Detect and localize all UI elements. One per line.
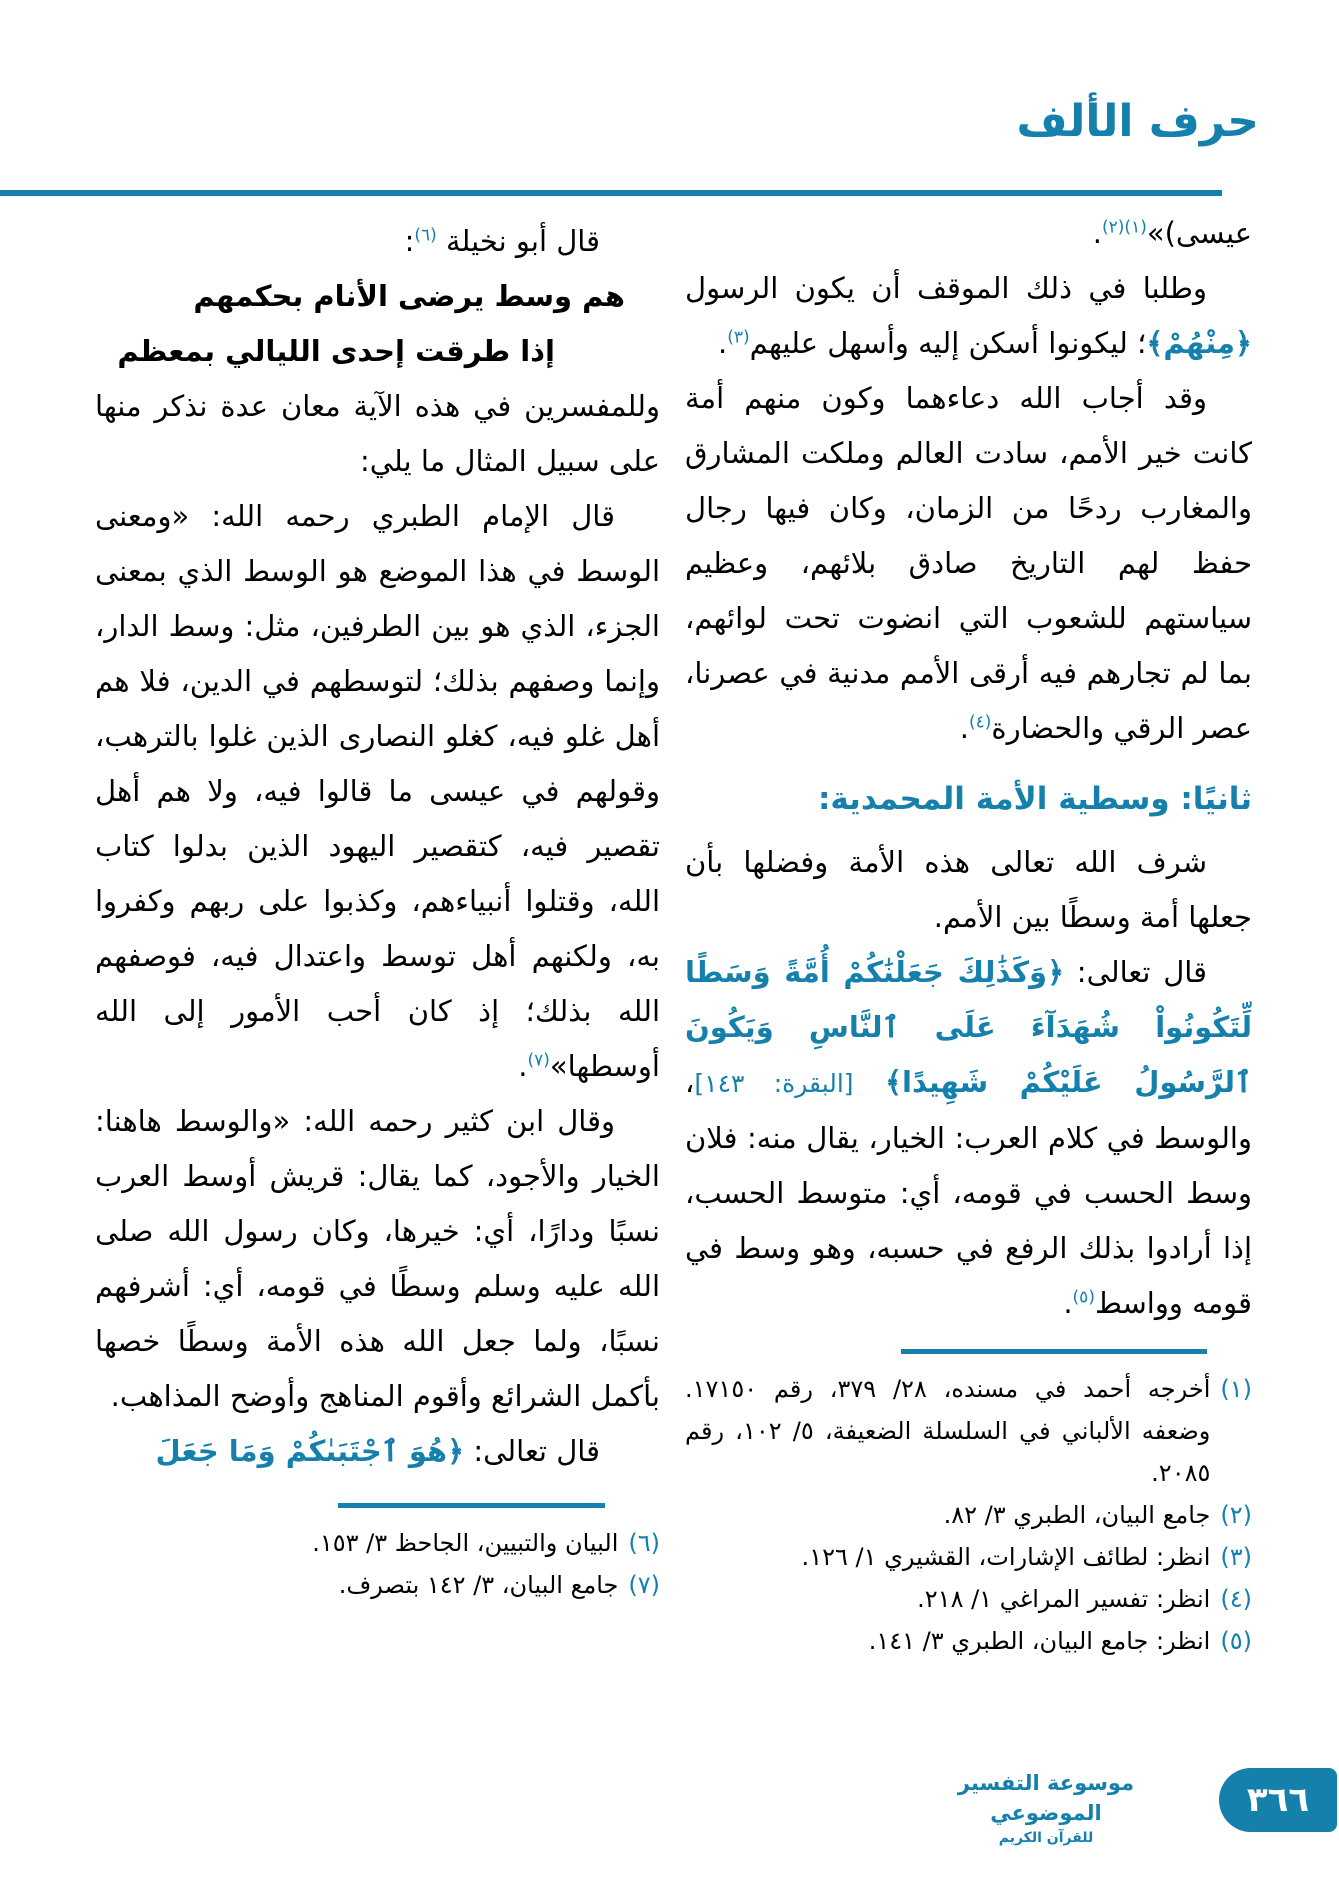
page-number-badge: ٣٦٦ [1219,1768,1337,1832]
footnote-text: انظر: لطائف الإشارات، القشيري ١/ ١٢٦. [801,1543,1211,1571]
section-heading: ثانيًا: وسطية الأمة المحمدية: [817,781,1252,817]
chapter-header: حرف الألف [1016,96,1259,147]
paragraph [685,835,1252,945]
footnote-separator [901,1349,1207,1354]
poetry-line: إذا طرقت إحدى الليالي بمعظم [117,334,555,368]
publisher-logo-title: موسوعة التفسير الموضوعي [957,1771,1135,1825]
footnote-text: أخرجه أحمد في مسنده، ٢٨/ ٣٧٩، رقم ١٧١٥٠. وضعفه الألباني في السلسلة الضعيفة، ٥/ ١٠٢، رقم ٢٠٨٥. [685,1375,1211,1487]
text-run: قال الإمام الطبري رحمه الله: «ومعنى الوسط في هذا الموضع هو الوسط الذي بمعنى الجزء، الذي هو بين الطرفين، مثل: وسط الدار، وإنما وصفهم بذلك؛ لتوسطهم في الدين، فلا هم أهل غلو فيه، كغلو النصارى الذين غلوا بالترهب، وقولهم في عيسى ما قالوا فيه، ولا هم أهل تقصير فيه، كتقصير اليهود الذين بدلوا كتاب الله، وقتلوا أنبياءهم، وكذبوا على ربهم وكفروا به، ولكنهم أهل توسط واعتدال فيه، فوصفهم الله بذلك؛ إذ كان أحب الأمور إلى الله أوسطها» [95,499,660,1083]
text-run: : [404,224,415,258]
paragraph [95,214,660,269]
text-run: وطلبا في ذلك الموقف أن يكون الرسول [685,271,1207,305]
text-run: . [1063,1286,1073,1320]
footnote-ref: (١)(٢) [1102,217,1147,238]
text-run: . [959,711,969,745]
footnote [95,1522,660,1564]
text-run: ، والوسط في كلام العرب: الخيار، يقال منه: فلان وسط الحسب في قومه، أي: متوسط الحسب، إذا أرادوا بذلك الرفع في حسبه، وهو وسط في قومه وواسط [685,1065,1252,1320]
text-run: قال تعالى: [464,1434,600,1468]
footnote [685,1368,1252,1494]
paragraph [95,1424,660,1479]
footnote-number: (١) [1220,1375,1252,1403]
footnote [685,1578,1252,1620]
footnote-text: البيان والتبيين، الجاحظ ٣/ ١٥٣. [312,1529,619,1557]
text-run: . [718,326,728,360]
column-right [685,206,1252,1662]
paragraph [95,1094,660,1424]
footnote-text: انظر: تفسير المراغي ١/ ٢١٨. [917,1585,1211,1613]
text-run: وقال ابن كثير رحمه الله: «والوسط هاهنا: الخيار والأجود، كما يقال: قريش أوسط العرب نسبًا ودارًا، أي: خيرها، وكان رسول الله صلى الله عليه وسلم وسطًا في قومه، أي: أشرفهم نسبًا، ولما جعل الله هذه الأمة وسطًا خصها بأكمل الشرائع وأقوم المناهج وأوضح المذاهب. [95,1104,660,1413]
footnote-text: جامع البيان، ٣/ ١٤٢ بتصرف. [338,1571,619,1599]
text-run: . [518,1049,528,1083]
footnote-ref: (٣) [727,327,750,348]
quran-verse-text: ﴿هُوَ ٱجْتَبَىٰكُمْ وَمَا جَعَلَ [155,1434,465,1468]
footnote-number: (٤) [1220,1585,1252,1613]
footnote-ref: (٤) [968,712,992,733]
footnote-text: جامع البيان، الطبري ٣/ ٨٢. [943,1501,1211,1529]
publisher-logo [911,1768,1181,1848]
paragraph [95,379,660,489]
footnotes-right [685,1368,1252,1662]
footnote-number: (٣) [1220,1543,1252,1571]
text-run: . [1092,216,1103,250]
paragraph [95,489,660,1094]
footnote [685,1494,1252,1536]
footnote-number: (٥) [1220,1627,1252,1655]
quran-verse-text: ﴿وَكَذَٰلِكَ جَعَلْنَٰكُمْ أُمَّةً وَسَطًا لِّتَكُونُواْ شُهَدَآءَ عَلَى ٱلنَّاسِ وَيَكُونَ ٱلرَّسُولُ عَلَيْكُمْ شَهِيدًا﴾ [685,955,1252,1099]
text-run: شرف الله تعالى هذه الأمة وفضلها بأن جعلها أمة وسطًا بين الأمم. [685,845,1252,934]
footnote-number: (٢) [1220,1501,1252,1529]
paragraph [685,206,1252,261]
footnotes-left [95,1522,660,1606]
header-rule [0,190,1222,196]
quran-verse-text: ﴿مِنْهُمْ﴾ [1146,326,1252,360]
publisher-logo-subtitle: للقرآن الكريم [998,1830,1094,1846]
verse-citation: [البقرة: ١٤٣] [694,1069,854,1098]
poetry-line: هم وسط يرضى الأنام بحكمهم [193,279,625,313]
footnote [95,1564,660,1606]
footnote-number: (٦) [628,1529,660,1557]
text-run: وقد أجاب الله دعاءهما وكون منهم أمة كانت خير الأمم، سادت العالم وملكت المشارق والمغارب ردحًا من الزمان، وكان فيها رجال حفظ لهم التاريخ صادق بلائهم، وعظيم سياستهم للشعوب التي انضوت تحت لوائهم، بما لم تجارهم فيه أرقى الأمم مدنية في عصرنا، عصر الرقي والحضارة [685,381,1252,745]
footnote-separator [338,1503,605,1508]
footnote-ref: (٦) [414,225,437,246]
footnote [685,1536,1252,1578]
paragraph [685,371,1252,756]
footnote-text: انظر: جامع البيان، الطبري ٣/ ١٤١. [868,1627,1211,1655]
footnote-number: (٧) [628,1571,660,1599]
text-run: عيسى)» [1146,216,1252,250]
text-run: قال تعالى: [1064,955,1207,989]
text-run: قال أبو نخيلة [436,224,600,258]
text-run: وللمفسرين في هذه الآية معان عدة نذكر منها على سبيل المثال ما يلي: [95,389,660,478]
footnote [685,1620,1252,1662]
text-run: ؛ ليكونوا أسكن إليه وأسهل عليهم [749,326,1147,360]
footnote-ref: (٥) [1072,1287,1095,1308]
footnote-ref: (٧) [527,1050,550,1071]
column-left [95,214,660,1606]
paragraph [685,261,1252,371]
paragraph [685,945,1252,1331]
